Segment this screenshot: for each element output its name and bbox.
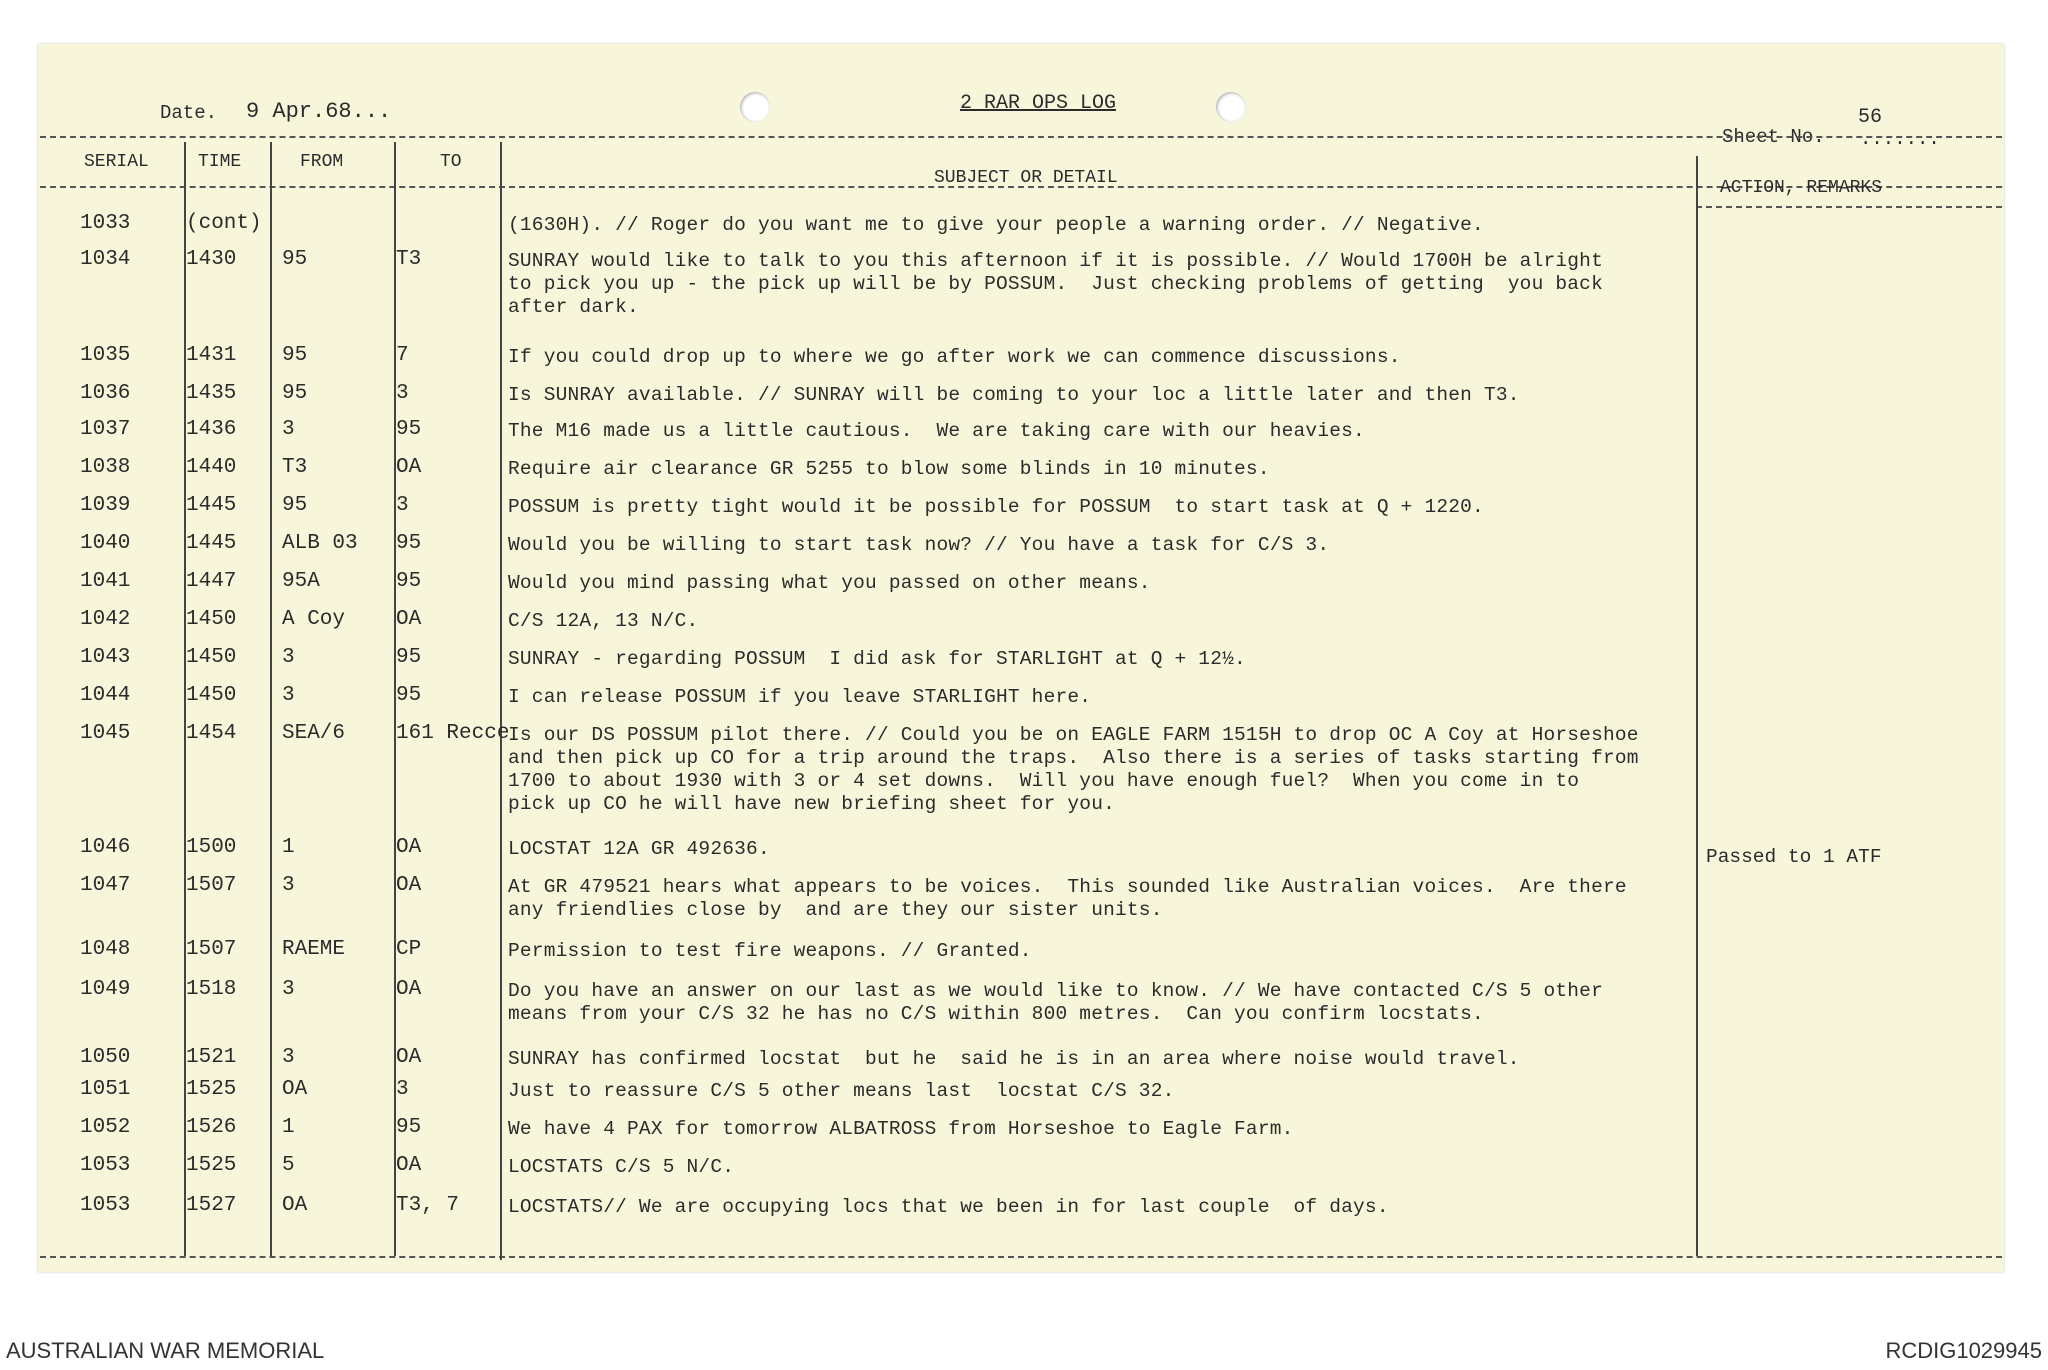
row-serial: 1041 bbox=[80, 570, 131, 593]
row-detail: If you could drop up to where we go after work we can commence discussions. bbox=[508, 346, 1401, 368]
row-to: 3 bbox=[396, 494, 409, 517]
row-from: 3 bbox=[282, 978, 295, 1001]
row-from: 3 bbox=[282, 1046, 295, 1069]
row-serial: 1048 bbox=[80, 938, 131, 961]
row-time: 1435 bbox=[186, 382, 237, 405]
date-value: 9 Apr.68... bbox=[246, 99, 392, 124]
row-to: OA bbox=[396, 1154, 422, 1177]
row-to: OA bbox=[396, 1046, 422, 1069]
row-to: 95 bbox=[396, 418, 422, 441]
col-header-serial: SERIAL bbox=[84, 152, 149, 172]
action-remark: Passed to 1 ATF bbox=[1706, 846, 1882, 868]
row-from: 95 bbox=[282, 248, 308, 271]
row-from: 3 bbox=[282, 684, 295, 707]
col-header-time: TIME bbox=[198, 152, 242, 172]
row-from: RAEME bbox=[282, 938, 346, 961]
row-serial: 1047 bbox=[80, 874, 131, 897]
sheet-number-value: 56 bbox=[1858, 106, 1883, 129]
row-time: 1440 bbox=[186, 456, 237, 479]
row-to: OA bbox=[396, 874, 422, 897]
row-time: 1450 bbox=[186, 646, 237, 669]
row-detail: SUNRAY - regarding POSSUM I did ask for STARLIGHT at Q + 12½. bbox=[508, 648, 1246, 670]
header-top-rule bbox=[40, 136, 2002, 138]
row-time: 1507 bbox=[186, 938, 237, 961]
row-time: 1454 bbox=[186, 722, 237, 745]
row-detail: I can release POSSUM if you leave STARLIGHT here. bbox=[508, 686, 1092, 708]
row-serial: 1034 bbox=[80, 248, 131, 271]
row-detail: Is our DS POSSUM pilot there. // Could you be on EAGLE FARM 1515H to drop OC A Coy at Horseshoe and then pick up CO for a trip around the traps. Also there is a series of tasks starting from 1700 to about 1930 with 3 or 4 set downs. Will you have enough fuel? When you come in to pick up CO he will have new briefing sheet for you. bbox=[508, 724, 1639, 815]
row-detail: Would you be willing to start task now? // You have a task for C/S 3. bbox=[508, 534, 1330, 556]
col-divider-detail-action bbox=[1696, 156, 1698, 1256]
row-time: 1525 bbox=[186, 1078, 237, 1101]
row-from: SEA/6 bbox=[282, 722, 346, 745]
sheet-number-label: Sheet No. bbox=[1722, 126, 1825, 148]
row-detail: (1630H). // Roger do you want me to give your people a warning order. // Negative. bbox=[508, 214, 1484, 236]
row-from: 3 bbox=[282, 874, 295, 897]
row-to: T3, 7 bbox=[396, 1194, 460, 1217]
col-header-detail: SUBJECT OR DETAIL bbox=[934, 168, 1118, 188]
row-serial: 1051 bbox=[80, 1078, 131, 1101]
row-time: 1507 bbox=[186, 874, 237, 897]
sheet-number-dots: ....... bbox=[1860, 128, 1940, 150]
row-from: 3 bbox=[282, 418, 295, 441]
row-detail: Would you mind passing what you passed on other means. bbox=[508, 572, 1151, 594]
row-to: 3 bbox=[396, 1078, 409, 1101]
row-serial: 1037 bbox=[80, 418, 131, 441]
row-from: 95 bbox=[282, 382, 308, 405]
row-to: 95 bbox=[396, 1116, 422, 1139]
row-serial: 1044 bbox=[80, 684, 131, 707]
row-serial: 1053 bbox=[80, 1194, 131, 1217]
row-detail: SUNRAY would like to talk to you this afternoon if it is possible. // Would 1700H be alright to pick you up - the pick up will be by POSSUM. Just checking problems of getting you back after dark. bbox=[508, 250, 1603, 318]
row-serial: 1045 bbox=[80, 722, 131, 745]
row-serial: 1053 bbox=[80, 1154, 131, 1177]
row-detail: Permission to test fire weapons. // Granted. bbox=[508, 940, 1032, 962]
row-serial: 1046 bbox=[80, 836, 131, 859]
row-time: 1525 bbox=[186, 1154, 237, 1177]
row-time: 1518 bbox=[186, 978, 237, 1001]
row-time: 1521 bbox=[186, 1046, 237, 1069]
row-serial: 1043 bbox=[80, 646, 131, 669]
col-divider-to-detail bbox=[500, 142, 502, 1260]
row-serial: 1033 bbox=[80, 212, 131, 235]
row-from: T3 bbox=[282, 456, 308, 479]
row-time: (cont) bbox=[186, 212, 262, 235]
footer-catalogue-id: RCDIG1029945 bbox=[1885, 1338, 2042, 1363]
action-header-rule bbox=[1696, 206, 2002, 208]
row-to: 95 bbox=[396, 684, 422, 707]
row-detail: We have 4 PAX for tomorrow ALBATROSS from Horseshoe to Eagle Farm. bbox=[508, 1118, 1294, 1140]
row-from: 1 bbox=[282, 836, 295, 859]
row-time: 1527 bbox=[186, 1194, 237, 1217]
row-detail: The M16 made us a little cautious. We are taking care with our heavies. bbox=[508, 420, 1365, 442]
row-time: 1450 bbox=[186, 684, 237, 707]
row-serial: 1040 bbox=[80, 532, 131, 555]
row-serial: 1039 bbox=[80, 494, 131, 517]
row-from: 3 bbox=[282, 646, 295, 669]
row-time: 1431 bbox=[186, 344, 237, 367]
row-time: 1436 bbox=[186, 418, 237, 441]
row-to: 161 Recce bbox=[396, 722, 510, 745]
row-detail: POSSUM is pretty tight would it be possible for POSSUM to start task at Q + 1220. bbox=[508, 496, 1484, 518]
row-detail: At GR 479521 hears what appears to be voices. This sounded like Australian voices. Are there any friendlies close by and are they our sister units. bbox=[508, 876, 1627, 921]
punch-hole-right bbox=[1216, 92, 1246, 122]
row-time: 1450 bbox=[186, 608, 237, 631]
row-from: 95 bbox=[282, 494, 308, 517]
row-from: ALB 03 bbox=[282, 532, 358, 555]
row-detail: LOCSTATS C/S 5 N/C. bbox=[508, 1156, 735, 1178]
row-from: 95 bbox=[282, 344, 308, 367]
row-to: 95 bbox=[396, 570, 422, 593]
col-header-to: TO bbox=[440, 152, 462, 172]
row-serial: 1035 bbox=[80, 344, 131, 367]
punch-hole-left bbox=[740, 92, 770, 122]
col-header-from: FROM bbox=[300, 152, 344, 172]
footer-source: AUSTRALIAN WAR MEMORIAL bbox=[6, 1338, 325, 1363]
row-serial: 1052 bbox=[80, 1116, 131, 1139]
row-to: 95 bbox=[396, 532, 422, 555]
row-time: 1445 bbox=[186, 494, 237, 517]
row-to: OA bbox=[396, 978, 422, 1001]
date-label: Date. bbox=[160, 102, 218, 124]
row-to: OA bbox=[396, 456, 422, 479]
row-from: OA bbox=[282, 1194, 308, 1217]
row-detail: C/S 12A, 13 N/C. bbox=[508, 610, 699, 632]
table-bottom-rule bbox=[40, 1256, 2002, 1258]
row-from: 95A bbox=[282, 570, 320, 593]
row-time: 1526 bbox=[186, 1116, 237, 1139]
row-detail: SUNRAY has confirmed locstat but he said he is in an area where noise would travel. bbox=[508, 1048, 1520, 1070]
row-serial: 1038 bbox=[80, 456, 131, 479]
col-divider-time-from bbox=[270, 142, 272, 1256]
row-time: 1445 bbox=[186, 532, 237, 555]
row-detail: Require air clearance GR 5255 to blow some blinds in 10 minutes. bbox=[508, 458, 1270, 480]
row-from: A Coy bbox=[282, 608, 346, 631]
row-serial: 1049 bbox=[80, 978, 131, 1001]
row-to: T3 bbox=[396, 248, 422, 271]
row-from: 5 bbox=[282, 1154, 295, 1177]
row-detail: Do you have an answer on our last as we would like to know. // We have contacted C/S 5 other means from your C/S 32 he has no C/S within 800 metres. Can you confirm locstats. bbox=[508, 980, 1603, 1025]
row-detail: Just to reassure C/S 5 other means last locstat C/S 32. bbox=[508, 1080, 1175, 1102]
col-header-action: ACTION, REMARKS bbox=[1720, 178, 1883, 198]
row-to: 3 bbox=[396, 382, 409, 405]
row-time: 1430 bbox=[186, 248, 237, 271]
row-serial: 1050 bbox=[80, 1046, 131, 1069]
row-to: OA bbox=[396, 608, 422, 631]
row-detail: Is SUNRAY available. // SUNRAY will be coming to your loc a little later and then T3. bbox=[508, 384, 1520, 406]
page-title: 2 RAR OPS LOG bbox=[960, 92, 1117, 115]
row-to: 7 bbox=[396, 344, 409, 367]
row-from: 1 bbox=[282, 1116, 295, 1139]
row-detail: LOCSTAT 12A GR 492636. bbox=[508, 838, 770, 860]
row-to: 95 bbox=[396, 646, 422, 669]
row-time: 1500 bbox=[186, 836, 237, 859]
row-from: OA bbox=[282, 1078, 308, 1101]
row-serial: 1042 bbox=[80, 608, 131, 631]
row-serial: 1036 bbox=[80, 382, 131, 405]
row-detail: LOCSTATS// We are occupying locs that we been in for last couple of days. bbox=[508, 1196, 1389, 1218]
row-to: OA bbox=[396, 836, 422, 859]
row-time: 1447 bbox=[186, 570, 237, 593]
row-to: CP bbox=[396, 938, 422, 961]
